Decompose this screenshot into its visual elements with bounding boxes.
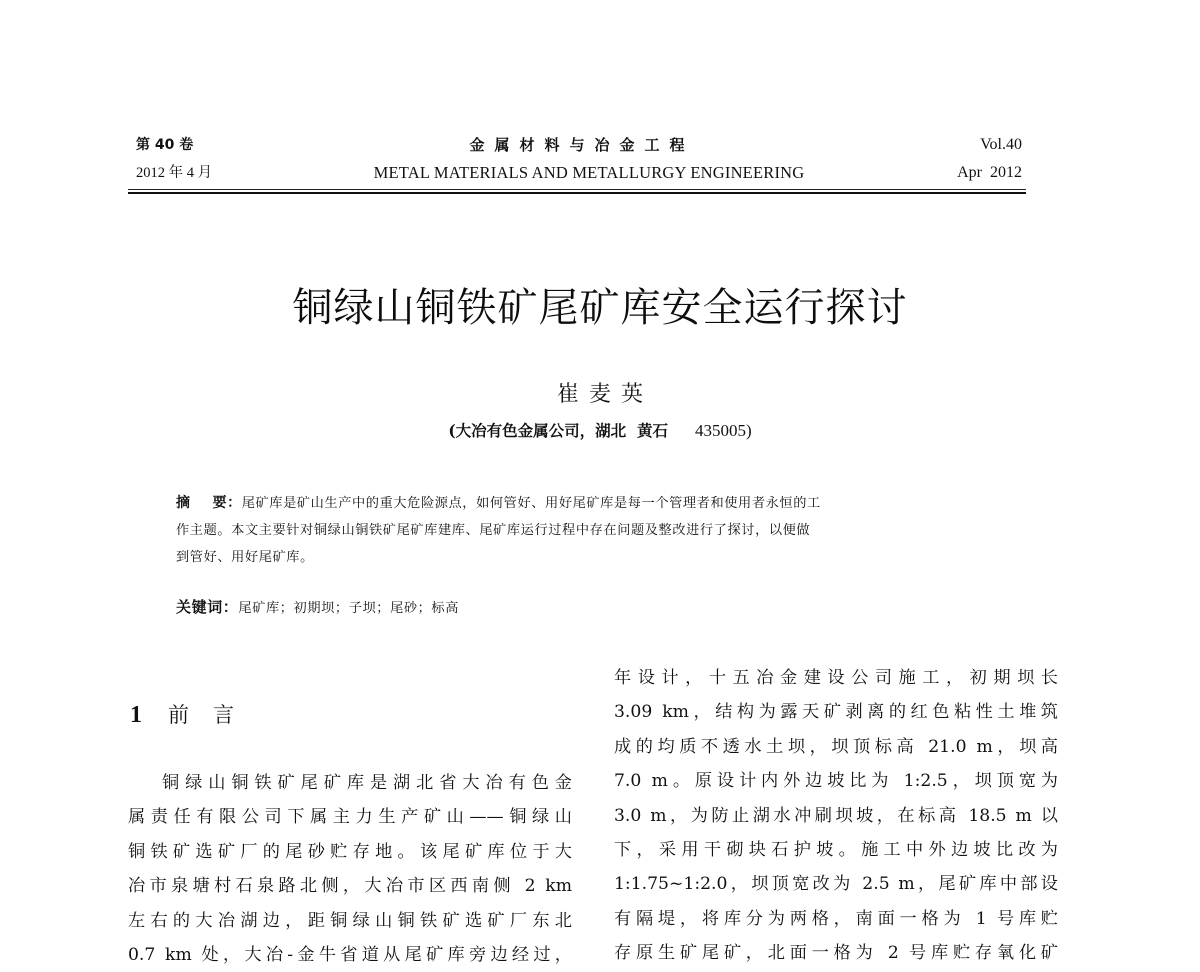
abstract-line-2: 作主题。本文主要针对铜绿山铜铁矿尾矿库建库、尾矿库运行过程中存在问题及整改进行了探讨，以便做 — [176, 523, 811, 538]
abstract-line-1 — [176, 490, 1026, 517]
abstract-text-1: 尾矿库是矿山生产中的重大危险源点，如何管好、用好尾矿库是每一个管理者和使用者永恒的工 — [241, 496, 821, 511]
body-line: 3.09 km，结构为露天矿剥离的红色粘性土堆筑 — [614, 702, 1058, 723]
date-cn: 2012 年 4 月 — [136, 165, 213, 181]
affiliation-postcode: 435005) — [694, 421, 752, 440]
header-rule-thin — [128, 189, 1026, 190]
running-header-row-bottom — [128, 162, 1026, 186]
body-column-right — [614, 661, 1058, 971]
body-line: 1:1.75~1:2.0，坝顶宽改为 2.5 m，尾矿库中部设 — [614, 874, 1058, 895]
body-line: 铜绿山铜铁矿尾矿库是湖北省大冶有色金 — [162, 773, 572, 793]
header-rule-thick — [128, 192, 1026, 194]
body-line: 下，采用干砌块石护坡。施工中外边坡比改为 — [614, 839, 1058, 860]
volume-en: Vol.40 — [980, 136, 1022, 153]
affiliation-text: (大冶有色金属公司，湖北 黄石 — [448, 421, 668, 440]
body-line: 0.7 km 处，大冶-金牛省道从尾矿库旁边经过， — [128, 944, 572, 965]
abstract — [176, 490, 1026, 571]
body-line: 成的均质不透水土坝，坝顶标高 21.0 m，坝高 — [614, 736, 1058, 757]
running-header — [128, 134, 1026, 186]
article-author: 崔麦英 — [556, 382, 653, 407]
section-number: 1 — [130, 702, 142, 728]
body-column-left — [128, 766, 572, 972]
abstract-line-3: 到管好、用好尾矿库。 — [176, 550, 314, 565]
journal-title-en: METAL MATERIALS AND METALLURGY ENGINEERING — [373, 163, 805, 182]
body-line: 7.0 m。原设计内外边坡比为 1:2.5，坝顶宽为 — [614, 771, 1058, 792]
volume-cn: 第 40 卷 — [136, 137, 194, 153]
section-heading-1 — [130, 698, 258, 732]
keywords-label: 关键词： — [176, 598, 239, 616]
keywords-text: 尾矿库；初期坝；子坝；尾砂；标高 — [238, 601, 460, 616]
body-line: 存原生矿尾矿，北面一格为 2 号库贮存氧化矿 — [614, 943, 1058, 964]
date-en: Apr 2012 — [957, 164, 1022, 181]
author-affiliation — [0, 418, 1200, 444]
abstract-label: 摘 要： — [176, 495, 242, 511]
body-line: 左右的大冶湖边，距铜绿山铜铁矿选矿厂东北 — [128, 910, 572, 931]
journal-title-cn: 金属材料与冶金工程 — [469, 136, 695, 154]
section-title: 前言 — [168, 703, 258, 727]
body-line: 属责任有限公司下属主力生产矿山——铜绿山 — [128, 807, 572, 828]
keywords — [176, 594, 459, 622]
body-line: 年设计，十五冶金建设公司施工，初期坝长 — [614, 668, 1058, 688]
article-title: 铜绿山铜铁矿尾矿库安全运行探讨 — [292, 285, 908, 331]
running-header-row-top — [128, 134, 1026, 158]
body-line: 有隔堤，将库分为两格，南面一格为 1 号库贮 — [614, 908, 1058, 929]
body-line: 铜铁矿选矿厂的尾砂贮存地。该尾矿库位于大 — [128, 841, 572, 862]
body-line: 冶市泉塘村石泉路北侧，大冶市区西南侧 2 km — [128, 876, 572, 897]
body-line: 3.0 m，为防止湖水冲刷坝坡，在标高 18.5 m 以 — [614, 805, 1058, 826]
